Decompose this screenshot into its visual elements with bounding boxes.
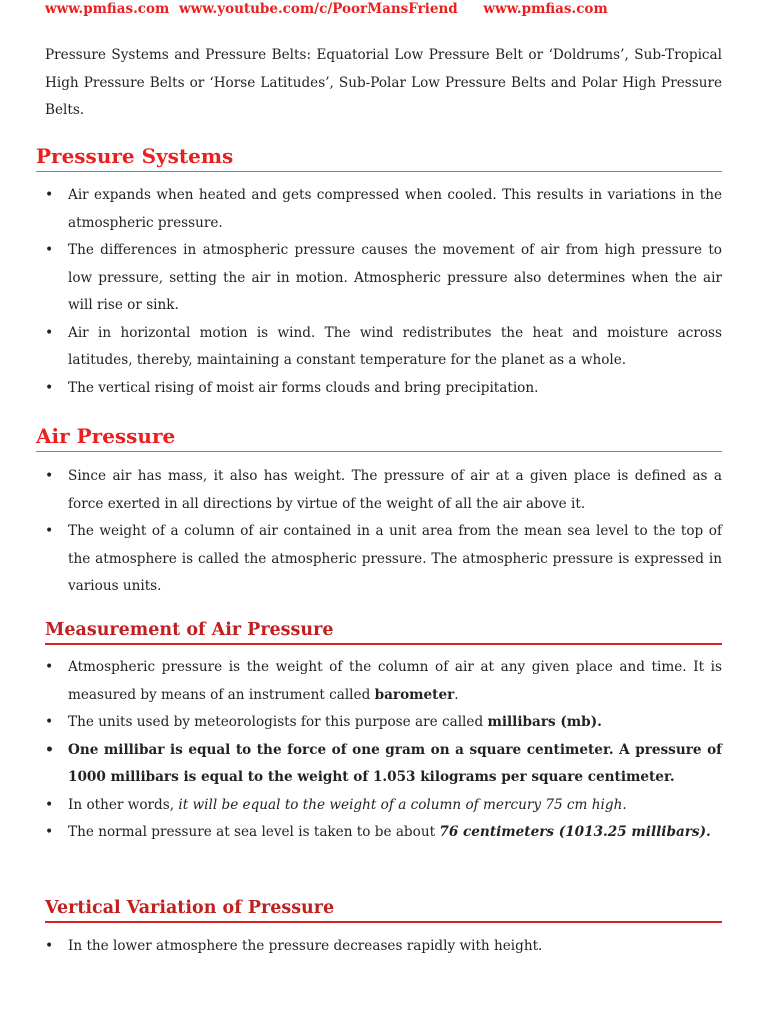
list-item: • In other words, it will be equal to the weight of a column of mercury 75 cm high.: [45, 792, 722, 820]
list-item: • The units used by meteorologists for this purpose are called millibars (mb).: [45, 709, 722, 737]
list-item: • In the lower atmosphere the pressure decreases rapidly with height.: [45, 933, 722, 961]
millibars-term: millibars (mb).: [487, 714, 602, 730]
section-heading-air-pressure: Air Pressure: [36, 423, 722, 452]
intro-paragraph: Pressure Systems and Pressure Belts: Equatorial Low Pressure Belt or ‘Doldrums’, Sub-Tropical High Pressure Belts or ‘Horse Latitudes’, Sub-Polar Low Pressure Belts and Polar High Pressure Belts.: [45, 47, 722, 118]
website-link[interactable]: www.pmfias.com: [45, 1, 170, 17]
list-item: • The differences in atmospheric pressure causes the movement of air from high pressure to low pressure, setting the air in motion. Atmospheric pressure also determines when the air will rise or sink.: [45, 237, 722, 320]
subheading-measurement: Measurement of Air Pressure: [45, 619, 722, 645]
list-item: • One millibar is equal to the force of one gram on a square centimeter. A pressure of 1000 millibars is equal to the weight of 1.053 kilograms per square centimeter.: [45, 737, 722, 792]
section-heading-pressure-systems: Pressure Systems: [36, 143, 722, 172]
list-item: • The vertical rising of moist air forms clouds and bring precipitation.: [45, 375, 722, 403]
list-item: • Air expands when heated and gets compressed when cooled. This results in variations in the atmospheric pressure.: [45, 182, 722, 237]
list-item: • Air in horizontal motion is wind. The wind redistributes the heat and moisture across latitudes, thereby, maintaining a constant temperature for the planet as a whole.: [45, 320, 722, 375]
header-links: [45, 1, 608, 17]
list-item: • The normal pressure at sea level is taken to be about 76 centimeters (1013.25 millibars).: [45, 819, 722, 847]
subheading-vertical-variation: Vertical Variation of Pressure: [45, 897, 722, 923]
measurement-list: [45, 654, 722, 847]
list-item: • Atmospheric pressure is the weight of the column of air at any given place and time. It is measured by means of an instrument called barometer.: [45, 654, 722, 709]
website-link-2[interactable]: www.pmfias.com: [483, 1, 608, 17]
air-pressure-list: [45, 463, 722, 601]
pressure-systems-list: [45, 182, 722, 402]
barometer-term: barometer: [374, 686, 455, 703]
list-item: • Since air has mass, it also has weight. The pressure of air at a given place is defined as a force exerted in all directions by virtue of the weight of all the air above it.: [45, 463, 722, 518]
youtube-link[interactable]: www.youtube.com/c/PoorMansFriend: [179, 1, 458, 17]
list-item: • The weight of a column of air contained in a unit area from the mean sea level to the top of the atmosphere is called the atmospheric pressure. The atmospheric pressure is expressed in various units.: [45, 518, 722, 601]
vertical-variation-list: [45, 933, 722, 961]
